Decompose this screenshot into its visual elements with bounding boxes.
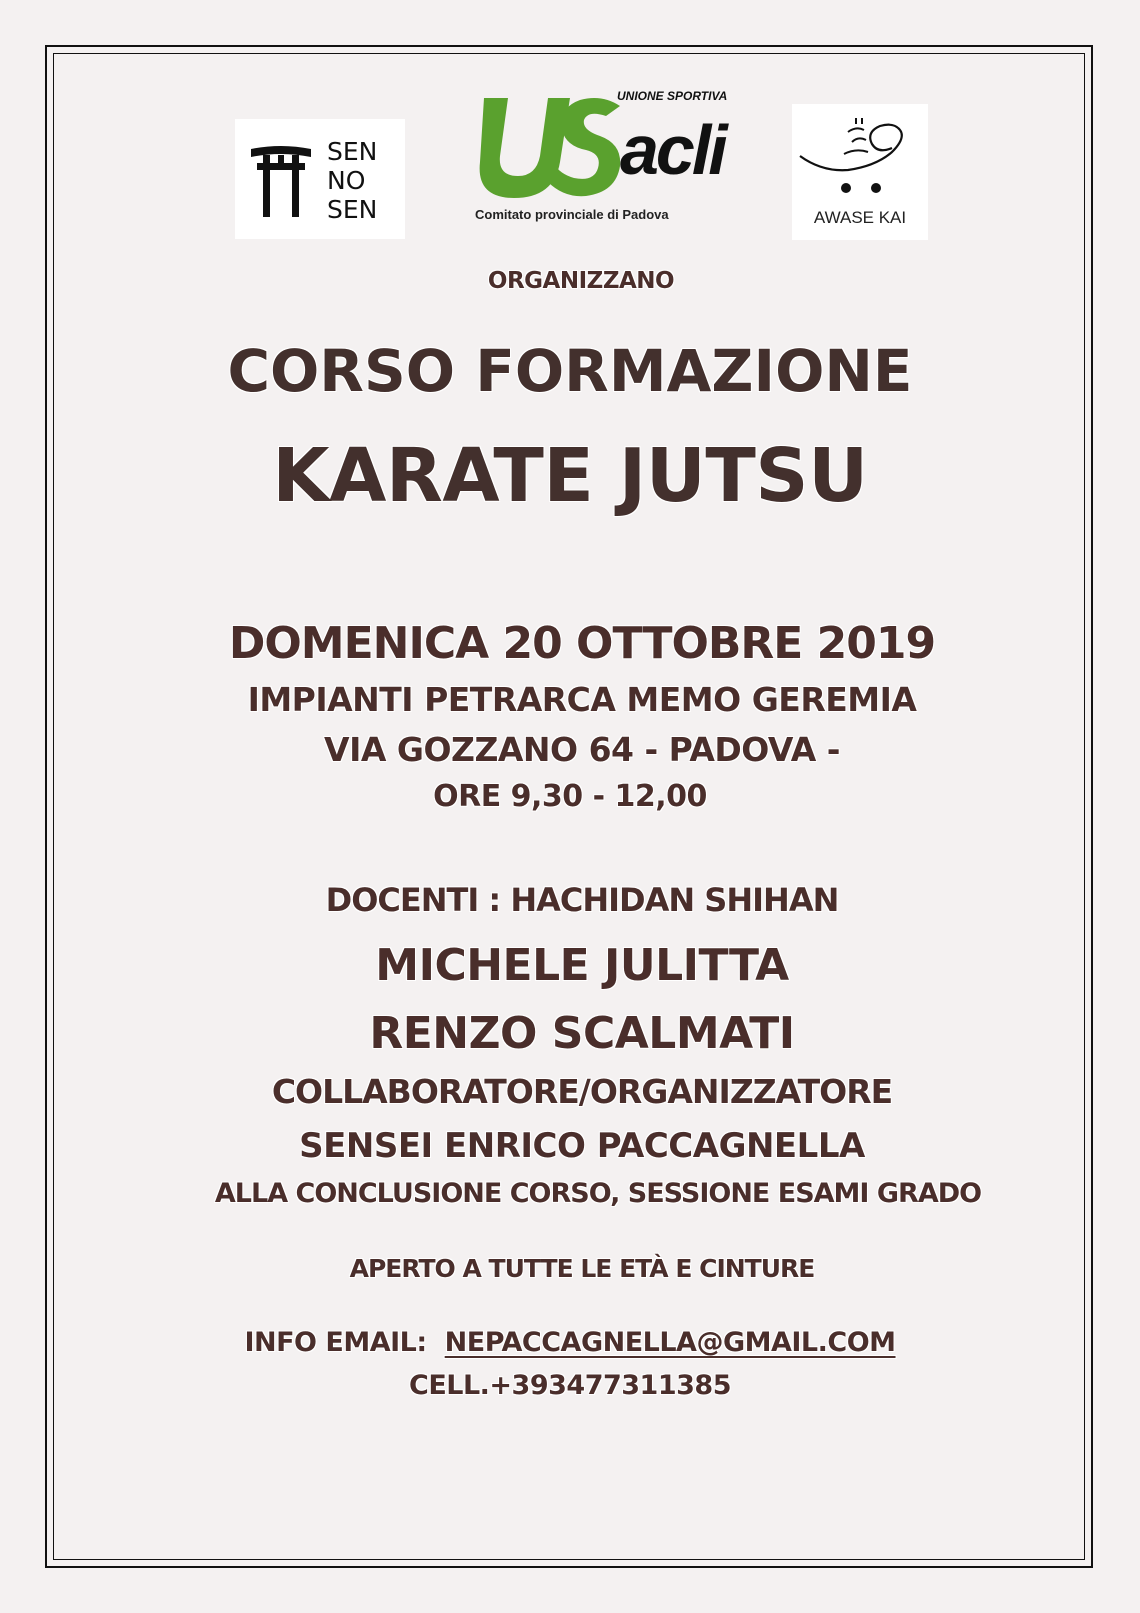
- awase-kai-logo: [792, 104, 928, 240]
- sen-no-sen-wordmark: [327, 137, 377, 224]
- teacher-name-2: RENZO SCALMATI: [369, 1008, 795, 1059]
- contact-phone: CELL.+393477311385: [409, 1370, 731, 1401]
- sen-word-2: SEN: [327, 195, 378, 224]
- collaborator-name: SENSEI ENRICO PACCAGNELLA: [299, 1126, 865, 1166]
- open-to-all-note: APERTO A TUTTE LE ETÀ E CINTURE: [349, 1254, 815, 1283]
- teacher-name-1: MICHELE JULITTA: [375, 940, 789, 991]
- us-acli-top-text: UNIONE SPORTIVA: [617, 89, 728, 103]
- us-acli-logo: [470, 76, 740, 240]
- event-hours: ORE 9,30 - 12,00: [433, 779, 707, 814]
- sen-no-sen-logo: [235, 119, 405, 239]
- event-venue: IMPIANTI PETRARCA MEMO GEREMIA: [247, 680, 917, 719]
- contact-email-link[interactable]: NEPACCAGNELLA@GMAIL.COM: [444, 1327, 896, 1358]
- course-title-line1: CORSO FORMAZIONE: [227, 337, 913, 405]
- info-email-line: [0, 1327, 1140, 1358]
- event-date: DOMENICA 20 OTTOBRE 2019: [228, 618, 936, 669]
- torii-gate-icon: [249, 141, 313, 219]
- collaborator-role: COLLABORATORE/ORGANIZZATORE: [271, 1072, 893, 1111]
- us-acli-subtitle: Comitato provinciale di Padova: [475, 207, 669, 222]
- us-acli-wordmark: acli: [620, 111, 725, 189]
- awase-kai-label: AWASE KAI: [813, 208, 907, 227]
- awase-kai-symbol-icon: [796, 114, 924, 200]
- us-monogram-icon: [474, 90, 624, 200]
- teachers-heading: DOCENTI : HACHIDAN SHIHAN: [325, 881, 839, 919]
- no-word: NO: [327, 166, 366, 195]
- course-title-line2: KARATE JUTSU: [272, 433, 868, 519]
- event-address: VIA GOZZANO 64 - PADOVA -: [324, 730, 840, 769]
- exam-session-note: ALLA CONCLUSIONE CORSO, SESSIONE ESAMI GRADO: [214, 1178, 982, 1209]
- sen-word-1: SEN: [327, 137, 378, 166]
- organizers-label: ORGANIZZANO: [487, 268, 675, 294]
- info-email-label: INFO EMAIL:: [244, 1327, 427, 1358]
